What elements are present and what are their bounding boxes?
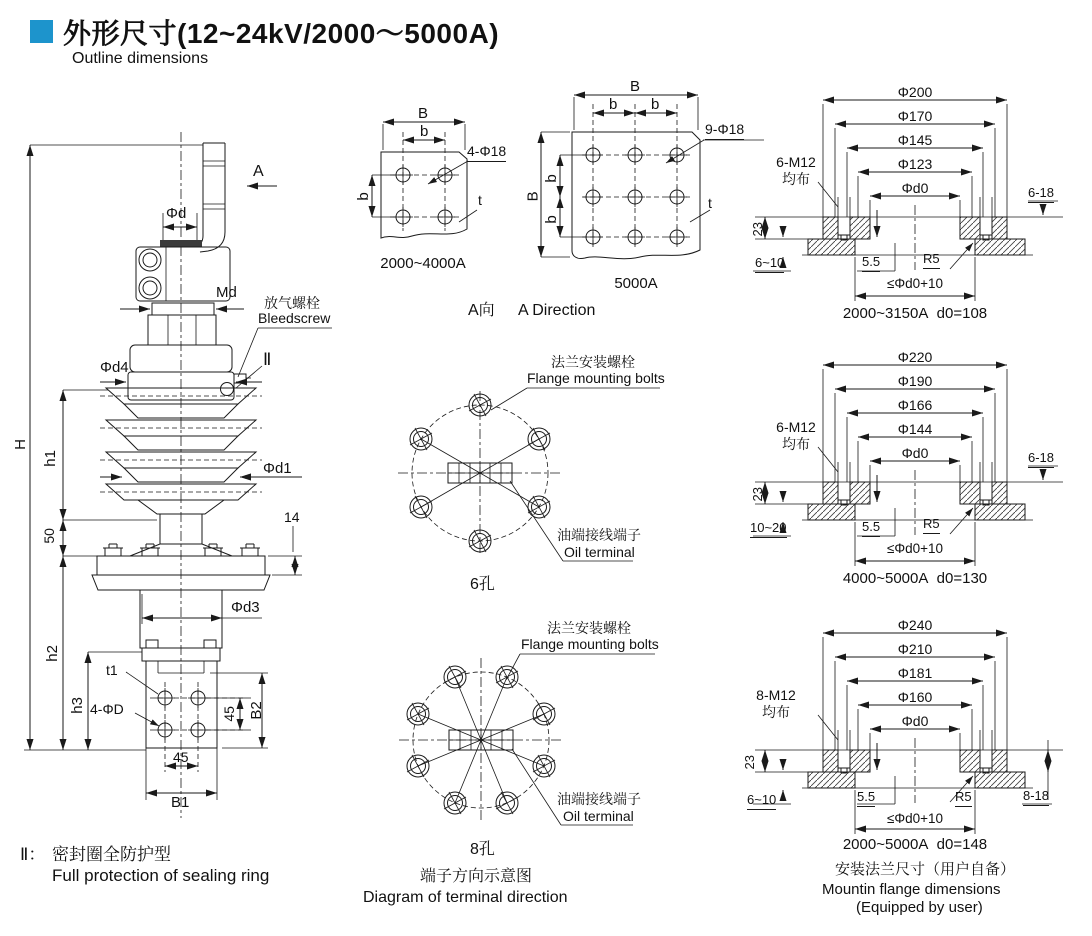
dim-label-h3: h3: [68, 697, 86, 714]
flange2-dim-bore: ≤Φd0+10: [886, 541, 944, 556]
plate-small-dim-t: t: [478, 192, 482, 208]
flange-figure-3: [741, 617, 1092, 868]
flange2-dim-fillet: R5: [923, 517, 940, 534]
flange2-dia-3: Φ166: [897, 397, 933, 413]
flange3-dim-recess: 5.5: [857, 790, 875, 807]
flange3-dim-23: 23: [741, 755, 757, 770]
page-subtitle: Outline dimensions: [72, 50, 209, 67]
plate-large-dim-B-left: B: [524, 191, 542, 202]
legend-prefix: Ⅱ：: [20, 845, 46, 864]
flange2-dia-5: Φd0: [901, 445, 929, 461]
flange3-bolts-label2: 均布: [762, 704, 790, 720]
flange1-dia-5: Φd0: [901, 180, 929, 196]
dim-label-t1: t1: [106, 662, 118, 678]
flange2-bolts-label: 6-M12: [776, 419, 816, 435]
flange2-dim-hole: 6-18: [1028, 451, 1054, 468]
flange3-dim-lip: 6~10: [747, 793, 776, 810]
flange2-dia-1: Φ220: [897, 349, 933, 365]
flange-footer-en1: Mountin flange dimensions: [822, 881, 1001, 898]
flange1-dim-lip: 6~10: [755, 256, 784, 273]
plate-small-holes-label: 4-Φ18: [467, 144, 506, 162]
flange2-dia-4: Φ144: [897, 421, 933, 437]
flange3-dia-2: Φ210: [897, 641, 933, 657]
flange1-dim-fillet: R5: [923, 252, 940, 269]
page-title: 外形尺寸(12~24kV/2000～5000A): [63, 18, 500, 49]
flange1-bolts-label2: 均布: [782, 171, 810, 187]
flange1-dia-1: Φ200: [897, 84, 933, 100]
flange-footer-en2: (Equipped by user): [856, 899, 983, 916]
eight-oil-label-cn: 油端接线端子: [557, 791, 641, 807]
flange3-caption: 2000~5000A d0=148: [842, 836, 988, 853]
dim-label-h2: h2: [43, 645, 61, 662]
flange1-dia-3: Φ145: [897, 132, 933, 148]
plate-small-dim-b-top: b: [420, 123, 429, 140]
plate-large-dim-B-top: B: [630, 78, 641, 95]
dim-label-45-vertical: 45: [220, 706, 237, 722]
flange3-dia-1: Φ240: [897, 617, 933, 633]
plate-large-dim-b-left2: b: [542, 215, 560, 224]
dim-label-45-horizontal: 45: [173, 749, 189, 765]
flange1-dia-2: Φ170: [897, 108, 933, 124]
plate-large-dim-b1: b: [609, 96, 618, 113]
flange3-dim-bore: ≤Φd0+10: [886, 811, 944, 826]
flange1-dia-4: Φ123: [897, 156, 933, 172]
flange3-bolts-label: 8-M12: [756, 687, 796, 703]
a-direction-plates: [372, 95, 764, 259]
dim-label-B2: B2: [247, 701, 265, 720]
dim-label-A: A: [253, 163, 264, 180]
flange1-bolts-label: 6-M12: [776, 154, 816, 170]
flange3-dim-fillet: R5: [955, 790, 972, 807]
six-bolts-label-cn: 法兰安装螺栓: [551, 354, 635, 370]
dim-label-14: 14: [284, 509, 300, 525]
terminal-footer-en: Diagram of terminal direction: [363, 889, 568, 906]
dim-label-phi-d1: Φd1: [263, 460, 292, 477]
terminal-footer-cn: 端子方向示意图: [420, 868, 533, 885]
flange3-dia-3: Φ181: [897, 665, 933, 681]
dim-label-50: 50: [40, 528, 57, 544]
dim-label-phi-d4: Φd4: [100, 359, 129, 376]
a-direction-caption-en: A Direction: [518, 302, 596, 319]
flange1-caption: 2000~3150A d0=108: [842, 305, 988, 322]
flange2-dia-2: Φ190: [897, 373, 933, 389]
flange1-dim-recess: 5.5: [862, 255, 880, 272]
eight-oil-label-en: Oil terminal: [563, 808, 634, 824]
dim-label-phi-d3: Φd3: [231, 599, 260, 616]
eight-hole-caption: 8孔: [470, 841, 495, 858]
six-bolts-label-en: Flange mounting bolts: [527, 370, 665, 386]
dim-label-phi-d: Φd: [166, 205, 187, 222]
section-bullet-icon: [30, 20, 53, 43]
seal-ring-mark: Ⅱ: [263, 350, 272, 369]
plate-large-dim-b2: b: [651, 96, 660, 113]
flange1-dim-23: 23: [749, 222, 765, 237]
flange-figure-1: [745, 85, 1092, 335]
dim-label-Md: Md: [216, 284, 237, 301]
bleedscrew-label-cn: 放气螺栓: [264, 295, 320, 311]
legend-en: Full protection of sealing ring: [52, 866, 270, 885]
bleedscrew-label-en: Bleedscrew: [258, 310, 331, 326]
six-oil-label-cn: 油端接线端子: [557, 527, 641, 543]
flange2-dim-lip: 10~20: [750, 521, 787, 538]
eight-bolts-label-cn: 法兰安装螺栓: [547, 620, 631, 636]
plate-small-dim-B: B: [418, 105, 429, 122]
flange-footer-cn: 安装法兰尺寸（用户自备）: [835, 861, 1016, 878]
flange-figure-2: [745, 350, 1092, 600]
flange1-dim-bore: ≤Φd0+10: [886, 276, 944, 291]
flange2-caption: 4000~5000A d0=130: [842, 570, 988, 587]
flange3-dia-5: Φd0: [901, 713, 929, 729]
plate-large-holes-label: 9-Φ18: [705, 122, 744, 140]
six-oil-label-en: Oil terminal: [564, 544, 635, 560]
flange3-dim-hole: 8-18: [1023, 789, 1049, 806]
dim-label-H: H: [12, 438, 30, 450]
flange2-dim-recess: 5.5: [862, 520, 880, 537]
plate-large-dim-t: t: [708, 195, 712, 211]
dim-label-4-phiD: 4-ΦD: [90, 701, 124, 717]
dim-label-B1: B1: [171, 794, 190, 811]
eight-bolts-label-en: Flange mounting bolts: [521, 636, 659, 652]
dim-label-h1: h1: [41, 450, 59, 467]
plate-large-caption: 5000A: [614, 275, 658, 292]
six-hole-caption: 6孔: [470, 576, 495, 593]
plate-small-dim-b-left: b: [354, 192, 372, 201]
legend-cn: 密封圈全防护型: [52, 845, 171, 864]
flange2-dim-23: 23: [749, 487, 765, 502]
flange2-bolts-label2: 均布: [782, 436, 810, 452]
plate-large-dim-b-left1: b: [542, 174, 560, 183]
a-direction-caption-cn: A向: [468, 302, 495, 319]
flange3-dia-4: Φ160: [897, 689, 933, 705]
plate-small-caption: 2000~4000A: [380, 255, 466, 272]
flange1-dim-hole: 6-18: [1028, 186, 1054, 203]
